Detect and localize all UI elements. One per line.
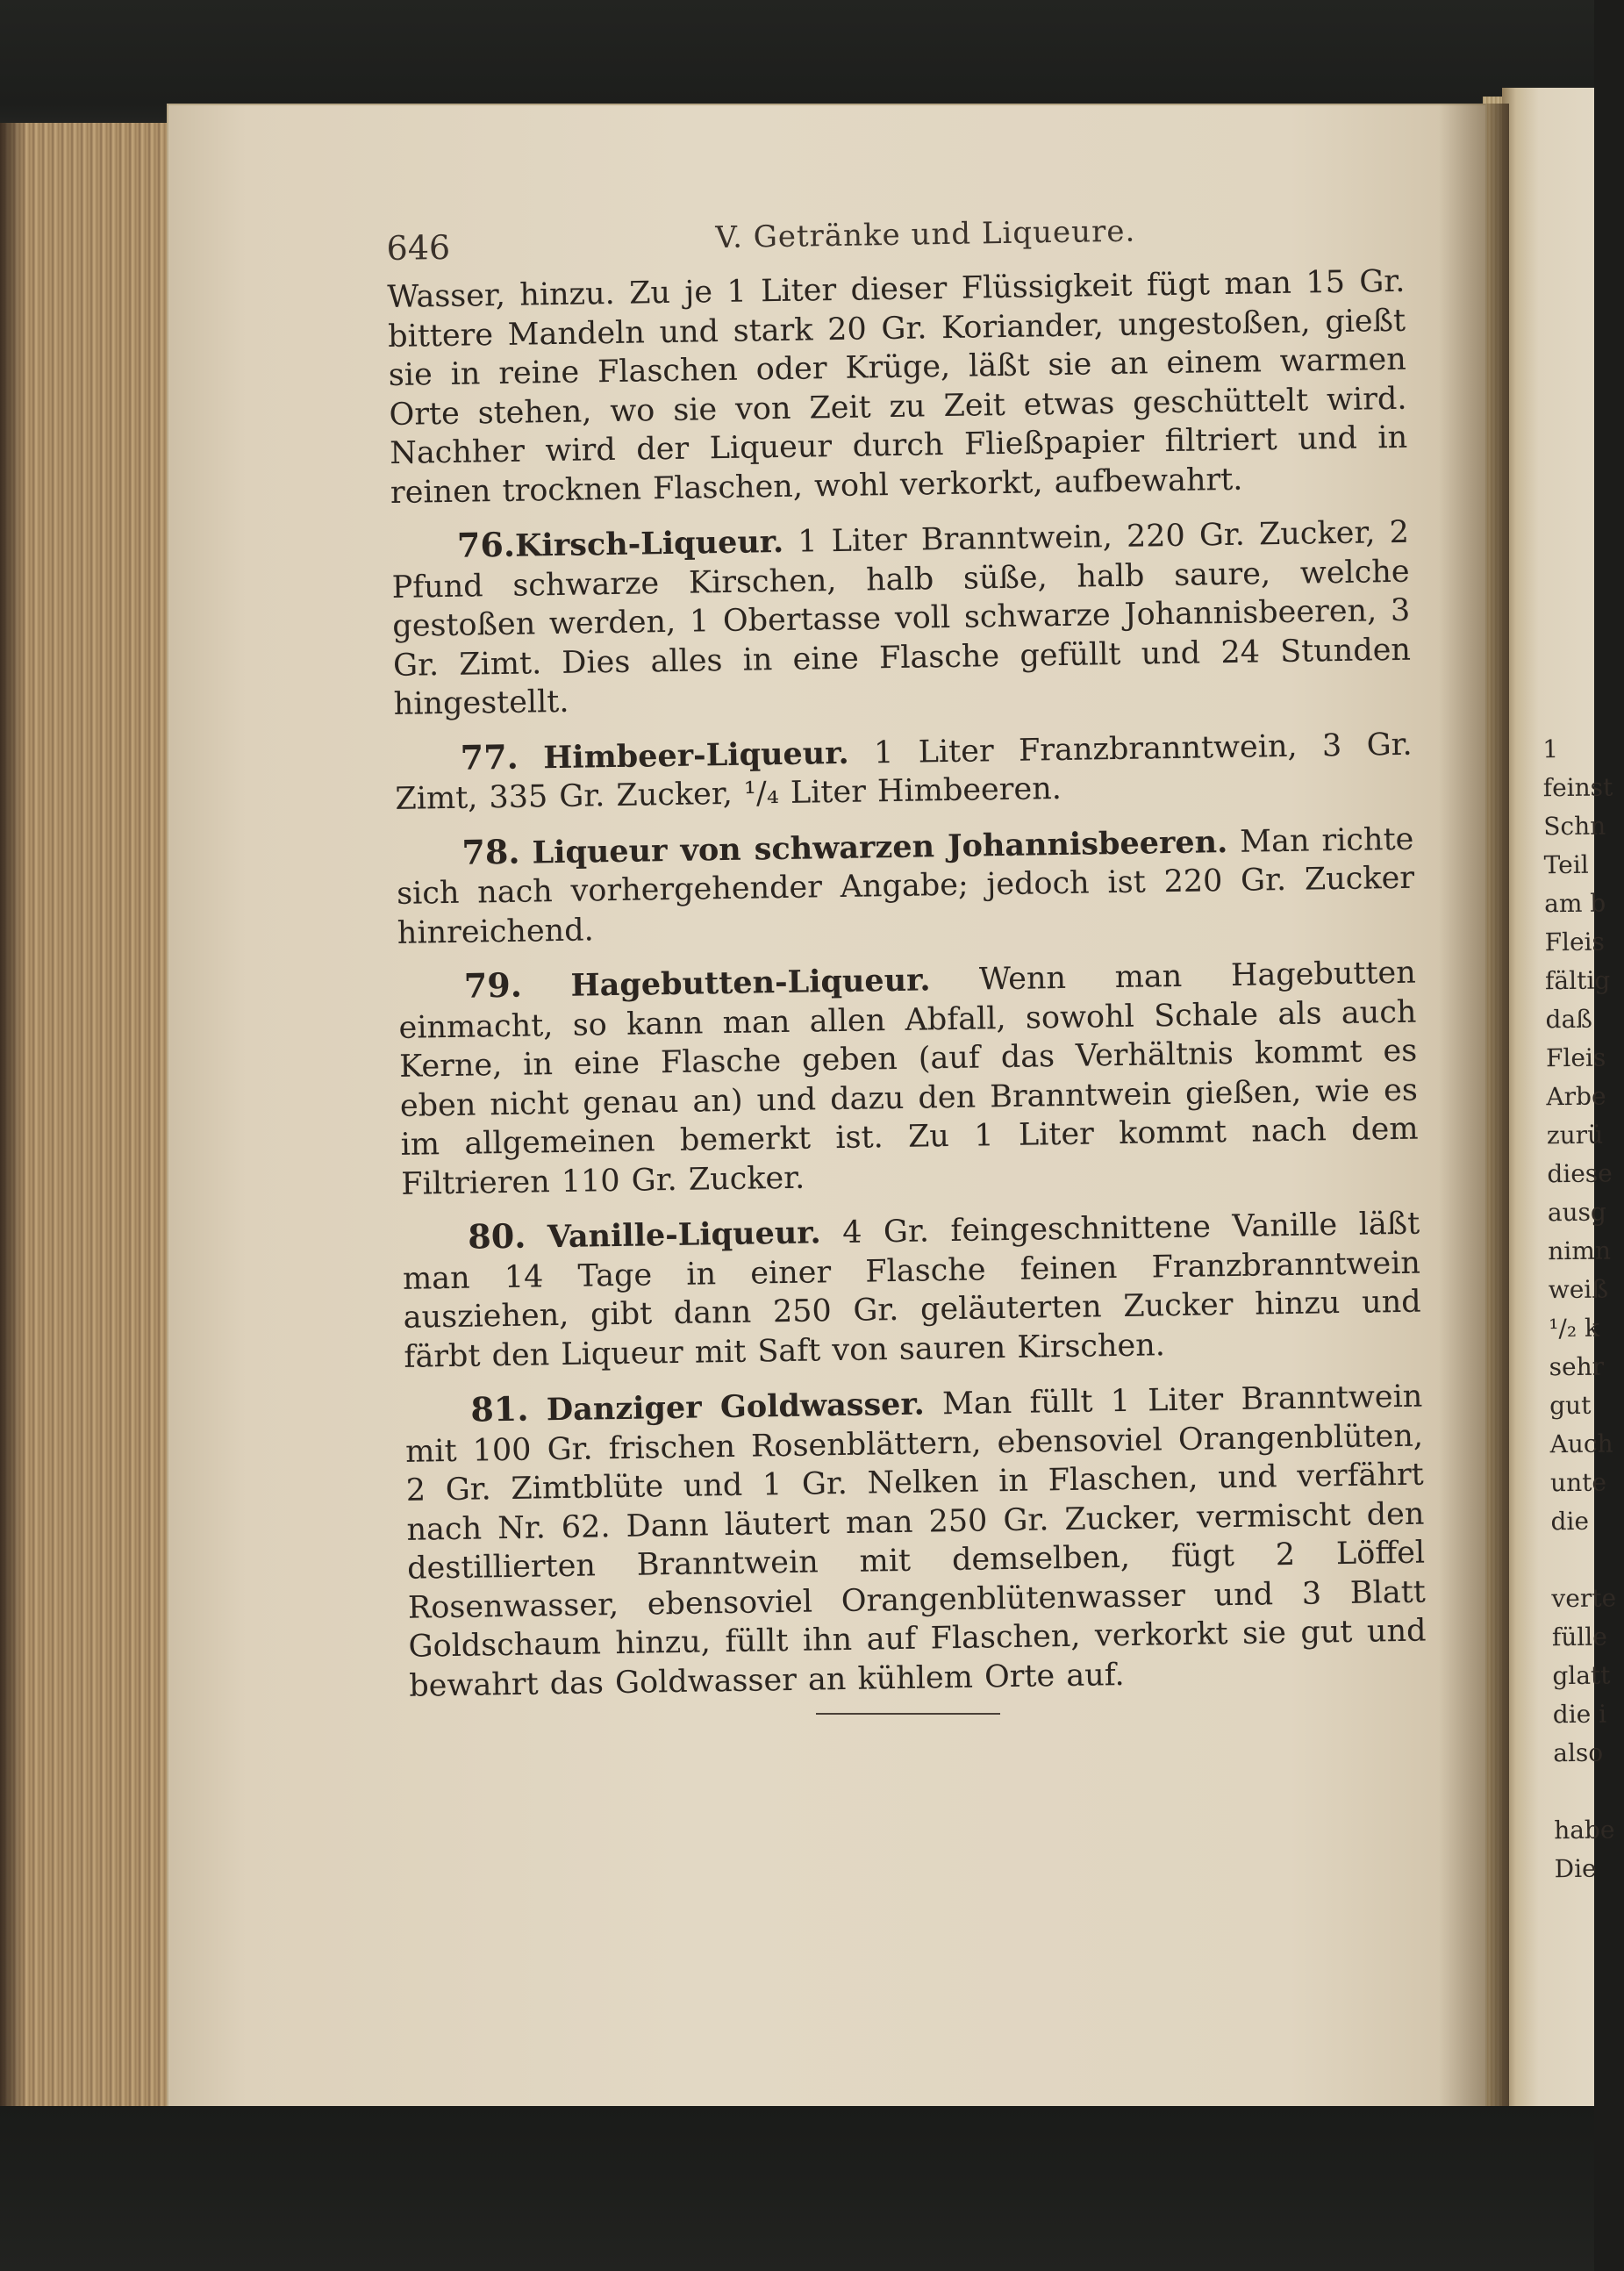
facing-page-fragment: zurü — [1546, 1120, 1604, 1150]
recipe-79 — [397, 952, 1419, 1204]
recipe-number: 80. — [467, 1215, 526, 1257]
recipe-81 — [404, 1376, 1427, 1706]
facing-page-fragment: am b — [1543, 888, 1606, 919]
background-bottom — [0, 2106, 1594, 2271]
facing-page-fragment: verte — [1551, 1583, 1617, 1614]
facing-page-fragment: also — [1553, 1737, 1604, 1768]
facing-page-fragment: 1 — [1542, 734, 1559, 764]
recipe-number: 76. — [456, 524, 516, 565]
recipe-title: Kirsch-Liqueur. — [514, 523, 784, 564]
facing-page-fragment: glatt — [1552, 1660, 1611, 1691]
facing-page-fragment: ausg — [1547, 1197, 1607, 1228]
facing-page-fragment: die — [1550, 1506, 1590, 1537]
recipe-text: Man füllt 1 Liter Branntwein mit 100 Gr. frischen Rosenblättern, ebensoviel Orangenblüten, 2 Gr. Zimtblüte und 1 Gr. Nelken in Flaschen, und verfährt nach Nr. 62. Dann läutert man 250 Gr. Zucker, vermischt den destillierten Branntwein mit demselben, fügt 2 Löffel Rosenwasser, ebensoviel Orangenblütenwasser und 3 Blatt Goldschaum hinzu, füllt ihn auf Flaschen, verkorkt sie gut und bewahrt das Goldwasser an kühlem Orte auf. — [404, 1379, 1427, 1704]
facing-page-fragment: Die — [1554, 1853, 1597, 1884]
facing-page-fragment: unte — [1549, 1467, 1607, 1498]
recipe-title: Liqueur von schwarzen Johannisbeeren. — [532, 823, 1228, 870]
recipe-80 — [402, 1203, 1422, 1377]
facing-page-fragment: diese — [1547, 1158, 1613, 1189]
recipe-77 — [394, 723, 1413, 819]
facing-page-fragment: sehr — [1549, 1351, 1605, 1382]
recipe-number: 79. — [463, 964, 523, 1006]
facing-page-fragment: die i — [1552, 1699, 1607, 1730]
facing-page-fragment — [1554, 1773, 1599, 1812]
facing-page-fragment: habe — [1554, 1815, 1615, 1845]
page-text — [386, 199, 1427, 1706]
facing-page-fragment: ¹/₂ k — [1549, 1313, 1600, 1343]
recipe-number: 81. — [470, 1388, 529, 1429]
recipe-text: 1 Liter Branntwein, 220 Gr. Zucker, 2 Pfund schwarze Kirschen, halb süße, halb saure, welche gestoßen werden, 1 Obertasse voll schwarze Johannisbeeren, 3 Gr. Zimt. Dies alles in eine Flasche gefüllt und 24 Stunden hingestellt. — [391, 514, 1412, 722]
facing-page-fragment: nimn — [1548, 1236, 1612, 1266]
facing-page-fragment: Arbe — [1546, 1081, 1606, 1112]
recipe-title: Danziger Goldwasser. — [546, 1386, 926, 1429]
recipe-text: 1 Liter Franzbranntwein, 3 Gr. Zimt, 335 Gr. Zucker, ¹/₄ Liter Himbeeren. — [395, 727, 1413, 817]
page-shadow — [1439, 104, 1509, 2131]
running-head: V. Getränke und Liqueure. — [715, 213, 1136, 256]
facing-page-fragment: gut — [1549, 1390, 1592, 1421]
recipe-78 — [396, 818, 1415, 953]
recipe-number: 77. — [460, 736, 519, 777]
facing-page-fragment: Schn — [1543, 811, 1606, 842]
facing-page-fragment: daß — [1545, 1004, 1593, 1035]
recipe-title: Hagebutten-Liqueur. — [570, 962, 931, 1004]
facing-page-fragment: weiß — [1548, 1274, 1609, 1305]
facing-page-fragment — [1551, 1541, 1597, 1580]
recipe-76 — [391, 512, 1412, 725]
recipe-text: 4 Gr. feingeschnittene Vanille läßt man 14 Tage in einer Flasche feinen Franzbranntwein ausziehen, gibt dann 250 Gr. geläuterten Zucker hinzu und färbt den Liqueur mit Saft von sauren Kirschen. — [402, 1206, 1421, 1375]
facing-page-fragment: fältig — [1544, 965, 1611, 996]
facing-page-fragment: Fleis — [1544, 927, 1606, 957]
recipe-number: 78. — [461, 831, 520, 872]
recipe-title: Vanille-Liqueur. — [547, 1214, 821, 1256]
facing-page-fragment: feinst — [1542, 772, 1613, 803]
section-divider — [816, 1713, 1000, 1715]
facing-page-fragment: Teil — [1543, 849, 1589, 880]
intro-paragraph: Wasser, hinzu. Zu je 1 Liter dieser Flüssigkeit fügt man 15 Gr. bittere Mandeln und stark 20 Gr. Koriander, ungestoßen, gießt sie in reine Flaschen oder Krüge, läßt sie an einem warmen Orte stehen, wo sie von Zeit zu Zeit etwas geschüttelt wird. Nachher wird der Liqueur durch Fließpapier filtriert und in reinen trocknen Flaschen, wohl verkorkt, aufbewahrt. — [387, 263, 1408, 511]
page-number: 646 — [386, 227, 451, 268]
facing-page-fragment: Fleis — [1545, 1042, 1606, 1073]
facing-page-fragment: fülle — [1551, 1622, 1607, 1652]
page-edges-left — [0, 123, 184, 2132]
facing-page-fragment: Auch — [1549, 1429, 1613, 1459]
recipe-text: Wenn man Hagebutten einmacht, so kann man allen Abfall, sowohl Schale als auch Kerne, in eine Flasche geben (auf das Verhältnis kommt es eben nicht genau an) und dazu den Branntwein gießen, wie es im allgemeinen bemerkt ist. Zu 1 Liter kommt nach dem Filtrieren 110 Gr. Zucker. — [398, 955, 1419, 1202]
recipe-title: Himbeer-Liqueur. — [542, 734, 849, 776]
recipe-text: Man richte sich nach vorhergehender Angabe; jedoch ist 220 Gr. Zucker hinreichend. — [396, 821, 1415, 951]
